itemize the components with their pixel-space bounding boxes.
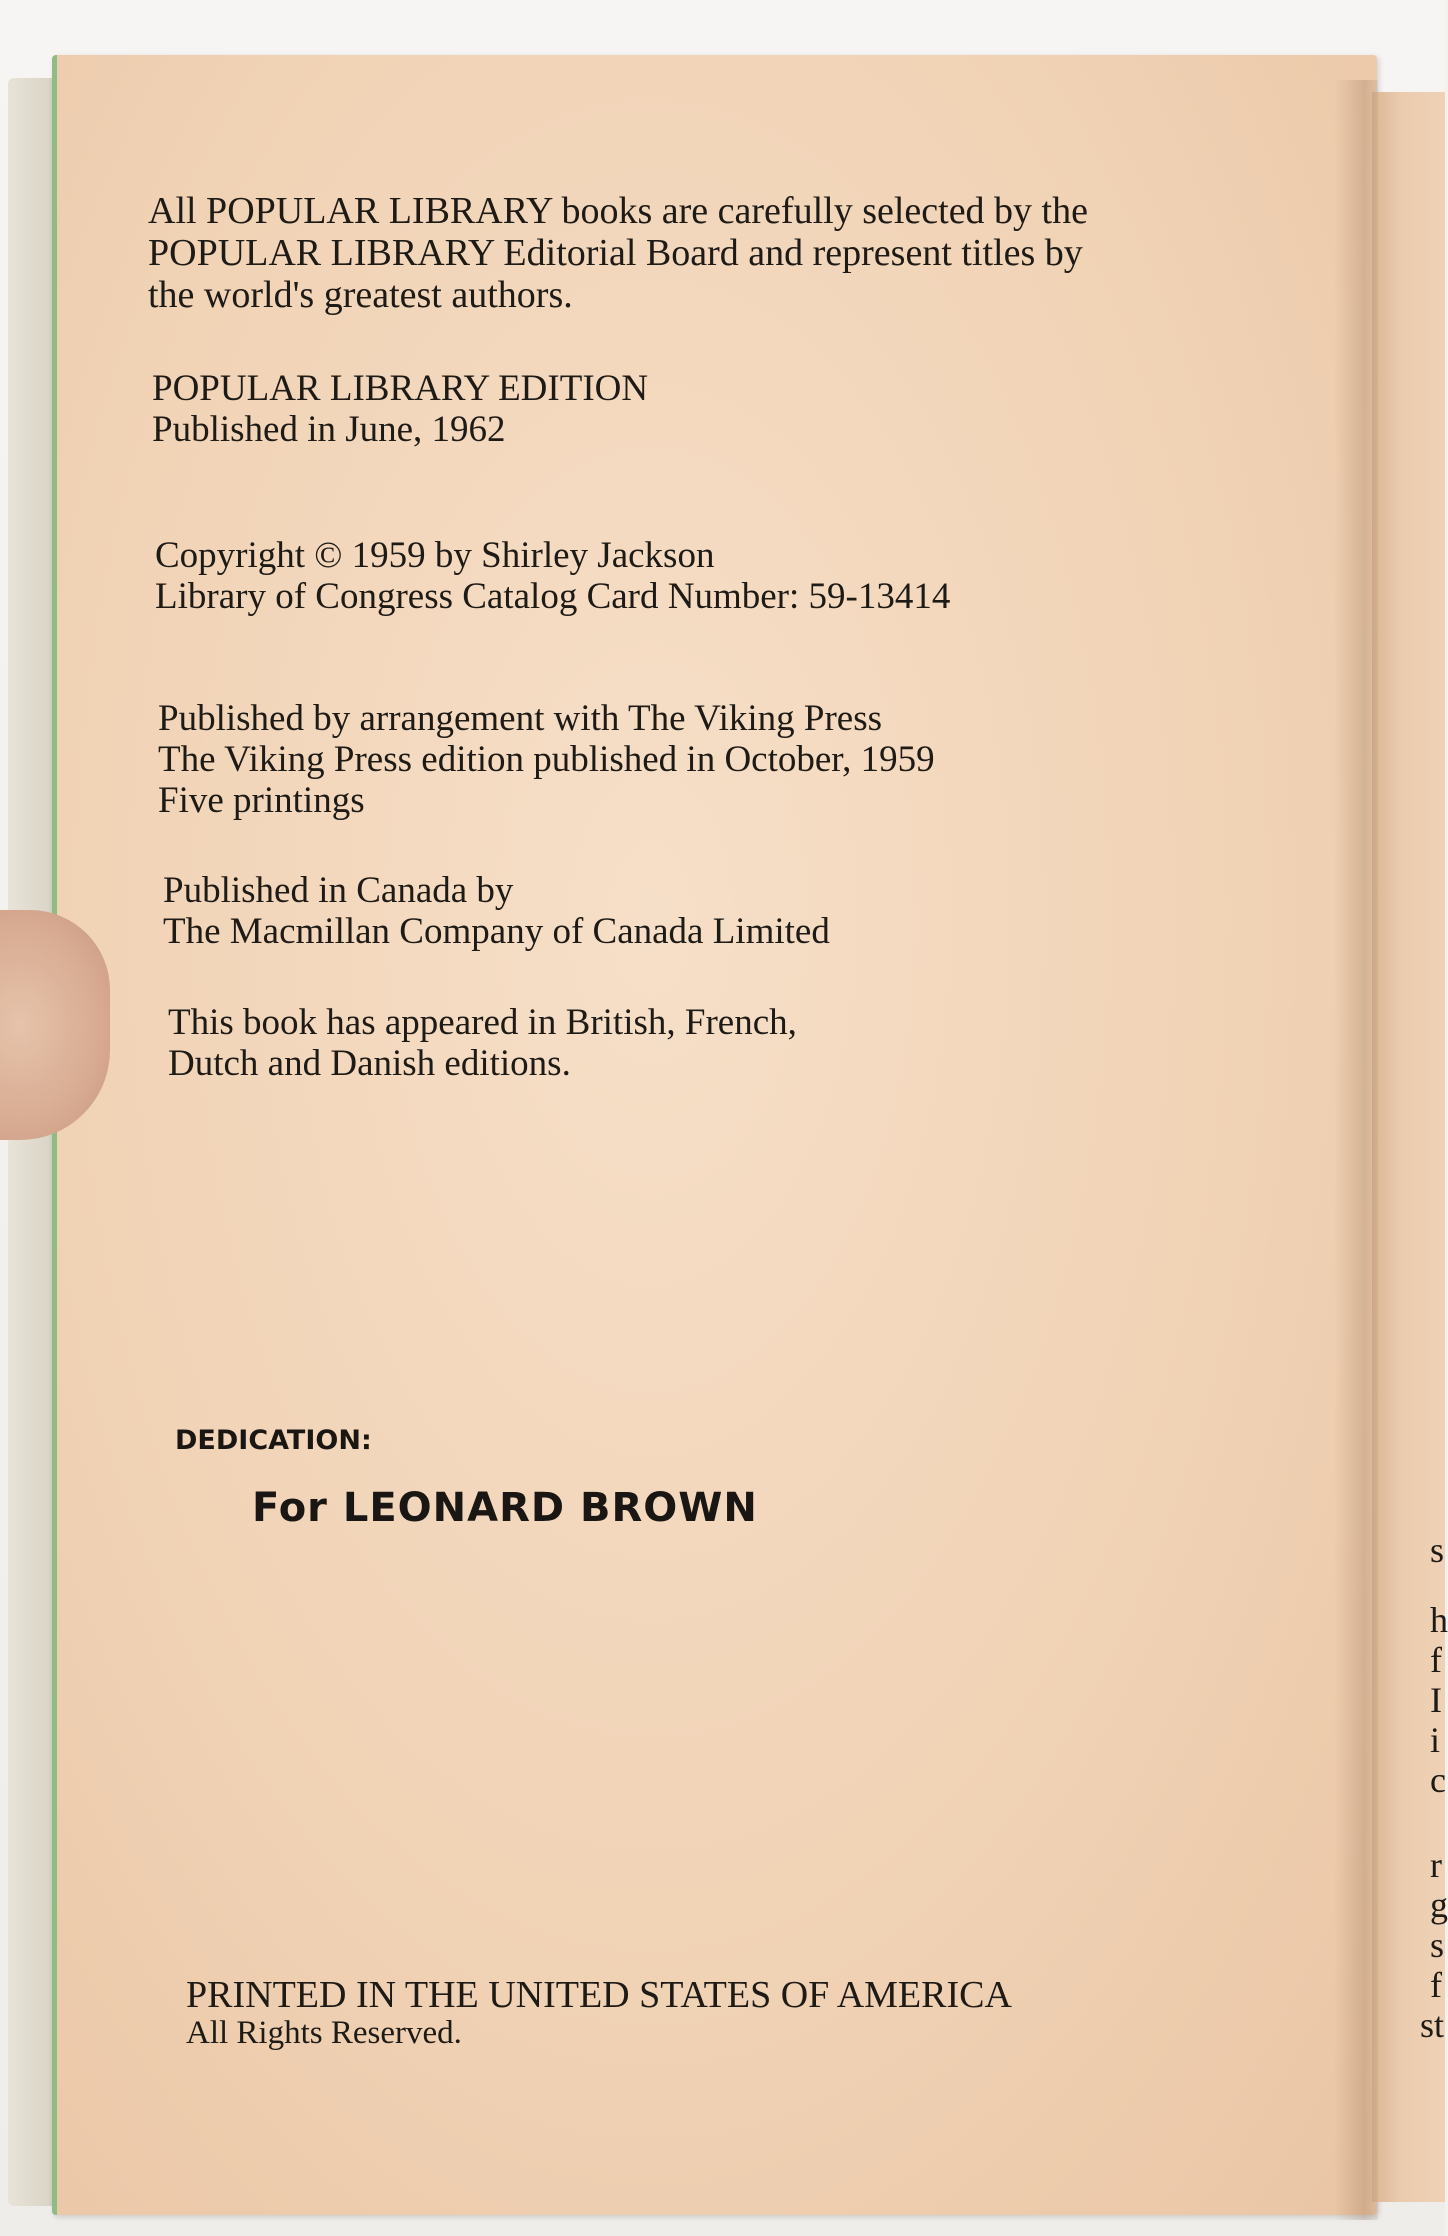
next-page-fragment: r [1430,1845,1442,1885]
next-page-fragment: f [1430,1640,1442,1680]
canada-block [163,870,830,952]
arrangement-block [158,698,935,821]
intro-line: the world's greatest authors. [148,274,573,316]
next-page-fragment: s [1430,1530,1445,1570]
rights-notice: All Rights Reserved. [186,2015,462,2051]
next-page-fragment: g [1430,1885,1448,1925]
edition-block [152,368,648,450]
copyright-line: Copyright © 1959 by Shirley Jackson [155,535,715,576]
next-page-fragment: f [1430,1965,1442,2005]
editions-block [168,1002,797,1084]
copyright-block [155,535,950,617]
next-page-fragment: i [1430,1720,1441,1760]
next-page-fragment: I [1430,1680,1442,1720]
next-page-fragment: s [1430,1925,1445,1965]
intro-paragraph [148,190,1088,316]
arrangement-line: The Viking Press edition published in October, 1959 [158,739,935,780]
footer-block [186,1975,1012,2050]
intro-line: All POPULAR LIBRARY books are carefully selected by the [148,190,1088,232]
page-gutter-shadow [1334,80,1378,2220]
next-page-fragment: h [1430,1600,1448,1640]
dedication-label: DEDICATION: [175,1425,372,1456]
next-page-fragment: st [1420,2005,1445,2045]
canada-line: The Macmillan Company of Canada Limited [163,911,830,952]
catalog-number: Library of Congress Catalog Card Number: 59-13414 [155,576,951,617]
edition-published: Published in June, 1962 [152,409,506,450]
canada-line: Published in Canada by [163,870,514,911]
arrangement-line: Five printings [158,780,365,821]
intro-line: POPULAR LIBRARY Editorial Board and represent titles by [148,232,1083,274]
next-page-fragment: c [1430,1760,1446,1800]
editions-line: Dutch and Danish editions. [168,1043,571,1084]
printed-notice: PRINTED IN THE UNITED STATES OF AMERICA [186,1974,1012,2016]
editions-line: This book has appeared in British, French, [168,1002,797,1043]
arrangement-line: Published by arrangement with The Viking Press [158,698,882,739]
dedication-text: For LEONARD BROWN [252,1485,758,1531]
edition-title: POPULAR LIBRARY EDITION [152,368,649,409]
